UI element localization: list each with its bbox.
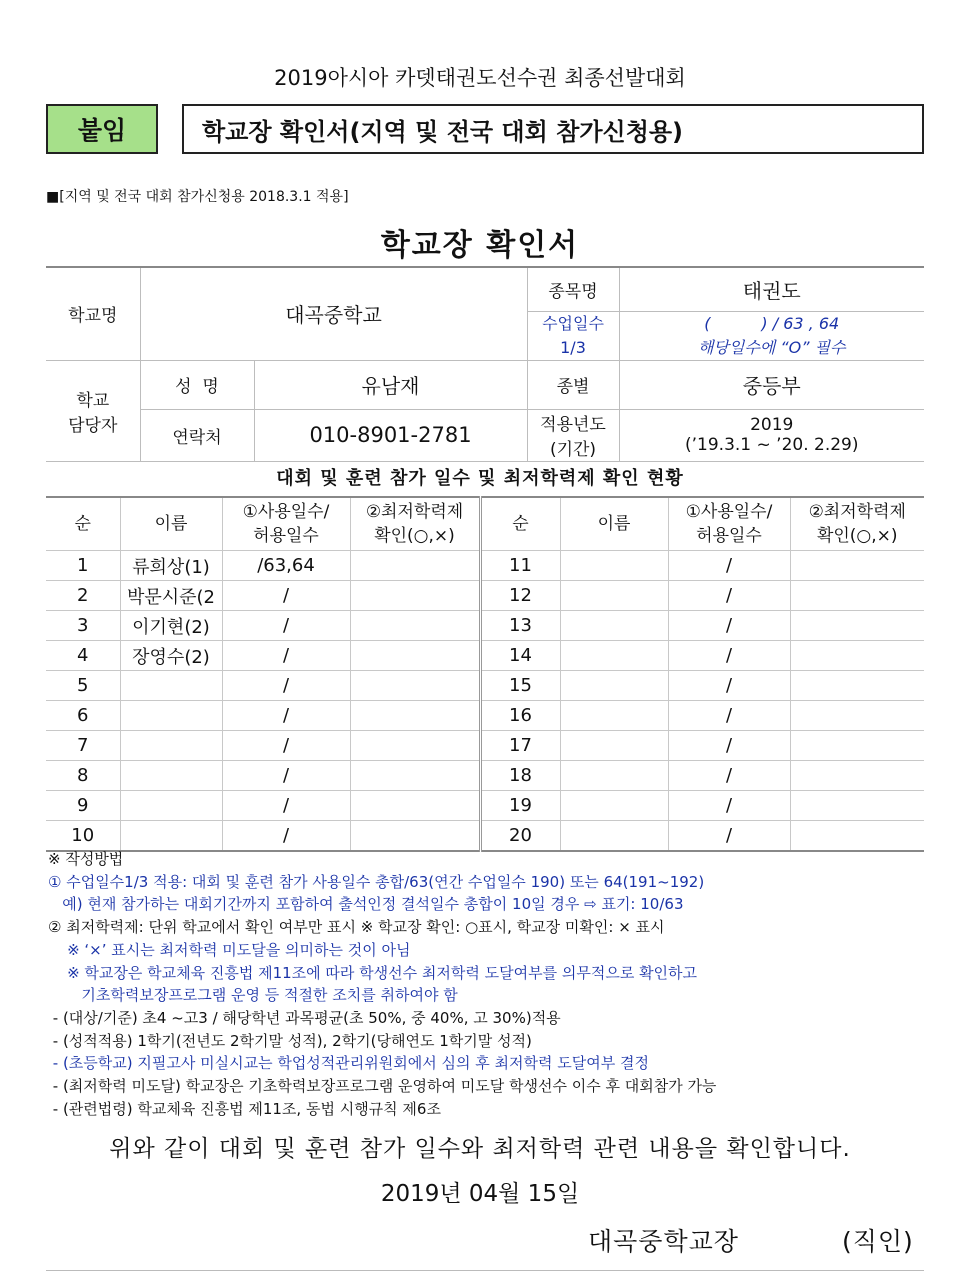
used-days: / — [222, 821, 350, 852]
contact-person-label-line2: 담당자 — [68, 415, 118, 436]
header-no-left: 순 — [46, 497, 120, 551]
instruction-line: ※ 학교장은 학교체육 진흥법 제11조에 따라 학생선수 최저학력 도달여부를 의무적으로 확인하고 — [48, 963, 698, 982]
used-days: / — [668, 761, 790, 791]
used-days: / — [668, 821, 790, 852]
year-label-line2: (기간) — [549, 440, 597, 460]
instruction-line: - (최저학력 미도달) 학교장은 기초학력보장프로그램 운영하여 미도달 학생선수 이수 후 대회참가 가능 — [48, 1077, 717, 1096]
bottom-divider — [46, 1270, 924, 1271]
min-academic-check — [350, 791, 480, 821]
min-academic-check — [350, 731, 480, 761]
min-academic-check — [790, 641, 924, 671]
table-row — [46, 611, 924, 641]
row-number: 11 — [480, 551, 560, 581]
used-days: / — [222, 791, 350, 821]
instruction-line: ② 최저학력제: 단위 학교에서 확인 여부만 표시 ※ 학교장 확인: ○표시, 학교장 미확인: × 표시 — [48, 918, 665, 937]
row-number: 6 — [46, 701, 120, 731]
sport-value: 태권도 — [619, 267, 924, 311]
roster-table — [46, 496, 924, 852]
student-name — [120, 791, 222, 821]
student-name: 장영수(2) — [120, 641, 222, 671]
header-check-right — [790, 497, 924, 551]
phone-value: 010-8901-2781 — [254, 409, 527, 461]
name-value: 유남재 — [254, 360, 527, 409]
row-number: 8 — [46, 761, 120, 791]
info-table — [46, 266, 924, 462]
main-heading: 학교장 확인서 — [380, 228, 580, 263]
row-number: 17 — [480, 731, 560, 761]
division-value: 중등부 — [619, 360, 924, 409]
student-name: 박문시준(2 — [120, 581, 222, 611]
used-days: / — [668, 671, 790, 701]
header-days-line1: ①사용일수/ — [242, 502, 330, 522]
table-row — [46, 671, 924, 701]
row-number: 19 — [480, 791, 560, 821]
attachment-badge: 붙임 — [46, 104, 158, 154]
contact-person-label-line1: 학교 — [76, 390, 110, 411]
min-academic-check — [790, 701, 924, 731]
instruction-line: - (관련법령) 학교체육 진흥법 제11조, 동법 시행규칙 제6조 — [48, 1099, 441, 1118]
used-days: / — [222, 611, 350, 641]
student-name — [560, 611, 668, 641]
year-label — [527, 409, 619, 461]
student-name — [120, 731, 222, 761]
row-number: 10 — [46, 821, 120, 852]
student-name — [560, 641, 668, 671]
instruction-line: 예) 현재 참가하는 대회기간까지 포함하여 출석인정 결석일수 총합이 10일 경우 ⇨ 표기: 10/63 — [48, 895, 684, 914]
student-name — [560, 761, 668, 791]
sport-label: 종목명 — [527, 267, 619, 311]
row-number: 12 — [480, 581, 560, 611]
class-days-value — [619, 311, 924, 360]
header-days-left — [222, 497, 350, 551]
school-value: 대곡중학교 — [140, 267, 527, 360]
table-row — [46, 581, 924, 611]
used-days: / — [668, 731, 790, 761]
class-days-label — [527, 311, 619, 360]
min-academic-check — [350, 551, 480, 581]
row-number: 14 — [480, 641, 560, 671]
confirm-date: 2019년 04월 15일 — [380, 1181, 580, 1207]
student-name — [120, 701, 222, 731]
header-days-line2: 허용일수 — [696, 526, 762, 546]
class-days-value-line2: 해당일수에 “O” 필수 — [697, 337, 846, 357]
event-title: 2019아시아 카뎃태권도선수권 최종선발대회 — [274, 66, 686, 90]
min-academic-check — [790, 611, 924, 641]
student-name — [120, 761, 222, 791]
min-academic-check — [790, 761, 924, 791]
class-days-label-line1: 수업일수 — [542, 313, 604, 333]
student-name — [560, 791, 668, 821]
header-name-right: 이름 — [560, 497, 668, 551]
row-number: 1 — [46, 551, 120, 581]
instructions — [48, 848, 928, 1120]
used-days: / — [668, 701, 790, 731]
used-days: / — [668, 791, 790, 821]
used-days: / — [222, 671, 350, 701]
used-days: / — [668, 581, 790, 611]
student-name — [120, 671, 222, 701]
student-name — [560, 821, 668, 852]
row-number: 5 — [46, 671, 120, 701]
table-row — [46, 761, 924, 791]
instruction-line: - (성적적용) 1학기(전년도 2학기말 성적), 2학기(당해연도 1학기말 성적) — [48, 1031, 532, 1050]
status-heading: 대회 및 훈련 참가 일수 및 최저학력제 확인 현황 — [276, 468, 684, 489]
header-check-line2: 확인(○,×) — [816, 526, 898, 546]
table-row — [46, 821, 924, 852]
row-number: 20 — [480, 821, 560, 852]
official-seal-mark: (직인) — [842, 1227, 914, 1256]
used-days: / — [222, 641, 350, 671]
min-academic-check — [350, 821, 480, 852]
confirm-statement: 위와 같이 대회 및 훈련 참가 일수와 최저학력 관련 내용을 확인합니다. — [109, 1136, 851, 1162]
row-number: 3 — [46, 611, 120, 641]
min-academic-check — [350, 641, 480, 671]
document-title: 학교장 확인서(지역 및 전국 대회 참가신청용) — [182, 104, 924, 154]
student-name: 류희상(1) — [120, 551, 222, 581]
student-name: 이기현(2) — [120, 611, 222, 641]
header-check-line1: ②최저학력제 — [808, 502, 906, 522]
class-days-value-line1: ( ) / 63 , 64 — [704, 313, 840, 333]
table-row — [46, 791, 924, 821]
contact-person-label — [46, 360, 140, 461]
student-name — [560, 731, 668, 761]
row-number: 16 — [480, 701, 560, 731]
min-academic-check — [790, 821, 924, 852]
row-number: 7 — [46, 731, 120, 761]
min-academic-check — [790, 791, 924, 821]
header-name-left: 이름 — [120, 497, 222, 551]
used-days: / — [222, 731, 350, 761]
header-days-line2: 허용일수 — [253, 526, 319, 546]
instruction-line: - (대상/기준) 초4 ~고3 / 해당학년 과목평균(초 50%, 중 40%, 고 30%)적용 — [48, 1008, 561, 1027]
used-days: / — [668, 551, 790, 581]
min-academic-check — [350, 701, 480, 731]
student-name — [120, 821, 222, 852]
year-label-line1: 적용년도 — [540, 415, 606, 435]
row-number: 9 — [46, 791, 120, 821]
student-name — [560, 701, 668, 731]
student-name — [560, 671, 668, 701]
table-row — [46, 731, 924, 761]
min-academic-check — [790, 551, 924, 581]
used-days: / — [222, 761, 350, 791]
row-number: 4 — [46, 641, 120, 671]
header-days-line1: ①사용일수/ — [685, 502, 773, 522]
row-number: 15 — [480, 671, 560, 701]
header-no-right: 순 — [480, 497, 560, 551]
header-check-line1: ②최저학력제 — [365, 502, 464, 522]
header-days-right — [668, 497, 790, 551]
student-name — [560, 581, 668, 611]
row-number: 13 — [480, 611, 560, 641]
instruction-line: ① 수업일수1/3 적용: 대회 및 훈련 참가 사용일수 총합/63(연간 수업일수 190) 또는 64(191~192) — [48, 872, 705, 891]
division-label: 종별 — [527, 360, 619, 409]
class-days-label-line2: 1/3 — [560, 337, 586, 357]
used-days: / — [222, 581, 350, 611]
header-check-line2: 확인(○,×) — [374, 526, 455, 546]
year-value-line1: 2019 — [750, 415, 794, 435]
form-note: ■[지역 및 전국 대회 참가신청용 2018.3.1 적용] — [46, 189, 349, 205]
instruction-line: - (초등학교) 지필고사 미실시교는 학업성적관리위원회에서 심의 후 최저학력 도달여부 결정 — [48, 1054, 649, 1073]
header-check-left — [350, 497, 480, 551]
used-days: / — [668, 611, 790, 641]
table-row — [46, 551, 924, 581]
min-academic-check — [790, 731, 924, 761]
min-academic-check — [350, 611, 480, 641]
row-number: 18 — [480, 761, 560, 791]
min-academic-check — [350, 671, 480, 701]
year-value — [619, 409, 924, 461]
principal-title: 대곡중학교장 — [588, 1227, 739, 1256]
used-days: / — [668, 641, 790, 671]
table-row — [46, 641, 924, 671]
min-academic-check — [790, 671, 924, 701]
school-label: 학교명 — [46, 267, 140, 360]
year-value-line2: (’19.3.1 ~ ’20. 2.29) — [685, 435, 859, 455]
min-academic-check — [350, 581, 480, 611]
row-number: 2 — [46, 581, 120, 611]
instruction-line: 기초학력보장프로그램 운영 등 적절한 조치를 취하여야 함 — [48, 986, 458, 1005]
name-label: 성 명 — [140, 360, 254, 409]
used-days: / — [222, 701, 350, 731]
instruction-line: ※ ‘×’ 표시는 최저학력 미도달을 의미하는 것이 아님 — [48, 940, 411, 959]
used-days: /63,64 — [222, 551, 350, 581]
min-academic-check — [790, 581, 924, 611]
min-academic-check — [350, 761, 480, 791]
instruction-line: ※ 작성방법 — [48, 850, 124, 868]
table-row — [46, 701, 924, 731]
student-name — [560, 551, 668, 581]
phone-label: 연락처 — [140, 409, 254, 461]
